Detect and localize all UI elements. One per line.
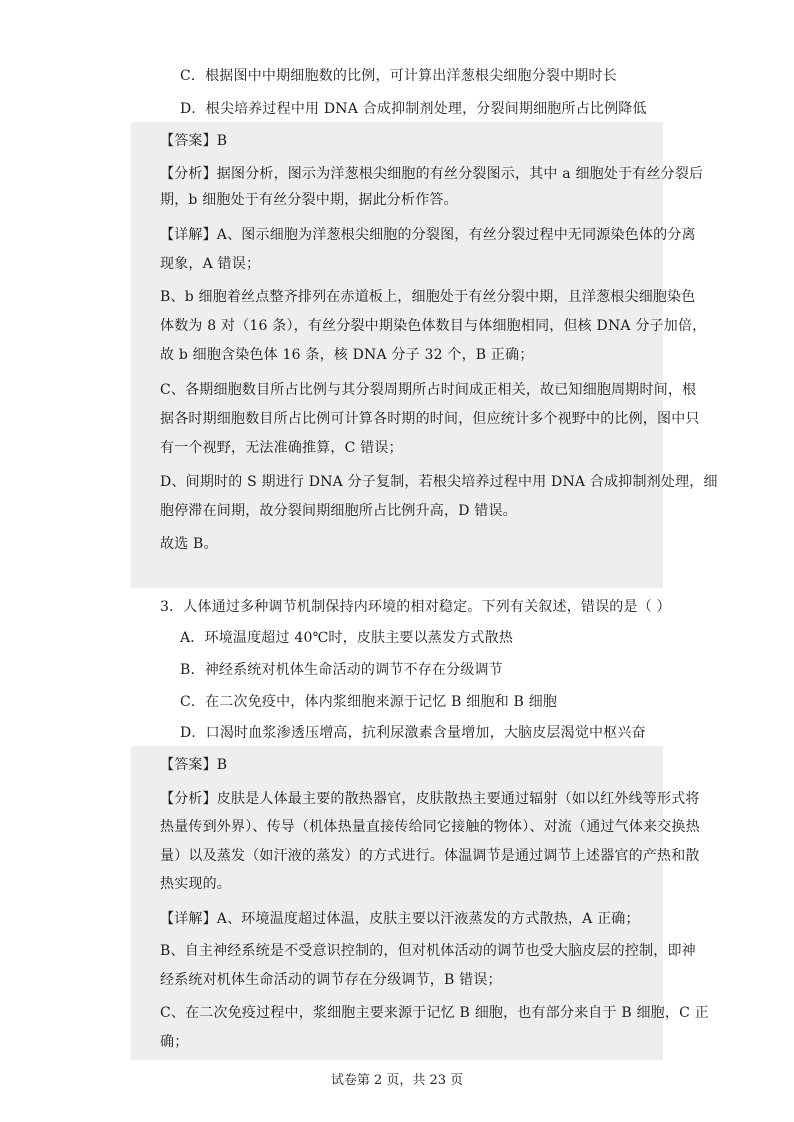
q2-detail-2: 现象，A 错误； bbox=[160, 256, 261, 272]
q2-option-c: C．根据图中中期细胞数的比例，可计算出洋葱根尖细胞分裂中期时长 bbox=[180, 68, 617, 84]
q3-detail-3: 经系统对机体生命活动的调节存在分级调节，B 错误； bbox=[160, 972, 502, 988]
q2-analysis-1: 【分析】据图分析，图示为洋葱根尖细胞的有丝分裂图示，其中 a 细胞处于有丝分裂后 bbox=[160, 166, 704, 182]
q2-detail-6: C、各期细胞数目所占比例与其分裂周期所占时间成正相关，故已知细胞周期时间，根 bbox=[160, 382, 697, 398]
q2-detail-5: 故 b 细胞含染色体 16 条，核 DNA 分子 32 个，B 正确； bbox=[160, 347, 534, 363]
q2-analysis-2: 期，b 细胞处于有丝分裂中期，据此分析作答。 bbox=[160, 192, 458, 208]
q3-detail-4: C、在二次免疫过程中，浆细胞主要来源于记忆 B 细胞，也有部分来自于 B 细胞，C 正 bbox=[160, 1005, 709, 1021]
page-footer: 试卷第 2 页，共 23 页 bbox=[330, 1073, 464, 1088]
q2-option-d: D．根尖培养过程中用 DNA 合成抑制剂处理，分裂间期细胞所占比例降低 bbox=[180, 101, 647, 117]
q3-analysis-2: 热量传到外界）、传导（机体热量直接传给同它接触的物体）、对流（通过气体来交换热 bbox=[160, 819, 700, 835]
q3-option-a: A．环境温度超过 40℃时，皮肤主要以蒸发方式散热 bbox=[180, 630, 514, 646]
q2-answer: 【答案】B bbox=[160, 133, 228, 149]
q3-option-c: C．在二次免疫中，体内浆细胞来源于记忆 B 细胞和 B 细胞 bbox=[180, 694, 558, 710]
q3-detail-5: 确； bbox=[160, 1034, 189, 1050]
q2-detail-11: 故选 B。 bbox=[160, 536, 218, 552]
q3-analysis-1: 【分析】皮肤是人体最主要的散热器官，皮肤散热主要通过辐射（如以红外线等形式将 bbox=[160, 791, 700, 807]
q2-detail-3: B、b 细胞着丝点整齐排列在赤道板上，细胞处于有丝分裂中期，且洋葱根尖细胞染色 bbox=[160, 289, 696, 305]
q3-answer: 【答案】B bbox=[160, 757, 228, 773]
q2-detail-10: 胞停滞在间期，故分裂间期细胞所占比例升高，D 错误。 bbox=[160, 503, 517, 519]
q2-detail-8: 有一个视野，无法准确推算，C 错误； bbox=[160, 440, 403, 456]
q3-analysis-4: 热实现的。 bbox=[160, 876, 231, 892]
q2-detail-4: 体数为 8 对（16 条），有丝分裂中期染色体数目与体细胞相同，但核 DNA 分子加倍， bbox=[160, 318, 707, 334]
q3-stem: 3．人体通过多种调节机制保持内环境的相对稳定。下列有关叙述，错误的是（ ） bbox=[160, 599, 671, 615]
q3-detail-1: 【详解】A、环境温度超过体温，皮肤主要以汗液蒸发的方式散热，A 正确； bbox=[160, 911, 640, 927]
q3-analysis-3: 量）以及蒸发（如汗液的蒸发）的方式进行。体温调节是通过调节上述器官的产热和散 bbox=[160, 848, 700, 864]
q2-detail-7: 据各时期细胞数目所占比例可计算各时期的时间，但应统计多个视野中的比例，图中只 bbox=[160, 411, 700, 427]
q3-option-d: D．口渴时血浆渗透压增高，抗利尿激素含量增加，大脑皮层渴觉中枢兴奋 bbox=[180, 725, 646, 741]
q2-detail-1: 【详解】A、图示细胞为洋葱根尖细胞的分裂图，有丝分裂过程中无同源染色体的分离 bbox=[160, 227, 696, 243]
q2-detail-9: D、间期时的 S 期进行 DNA 分子复制，若根尖培养过程中用 DNA 合成抑制剂处理，细 bbox=[160, 474, 718, 490]
q3-detail-2: B、自主神经系统是不受意识控制的，但对机体活动的调节也受大脑皮层的控制，即神 bbox=[160, 943, 696, 959]
q3-option-b: B．神经系统对机体生命活动的调节不存在分级调节 bbox=[180, 662, 503, 678]
